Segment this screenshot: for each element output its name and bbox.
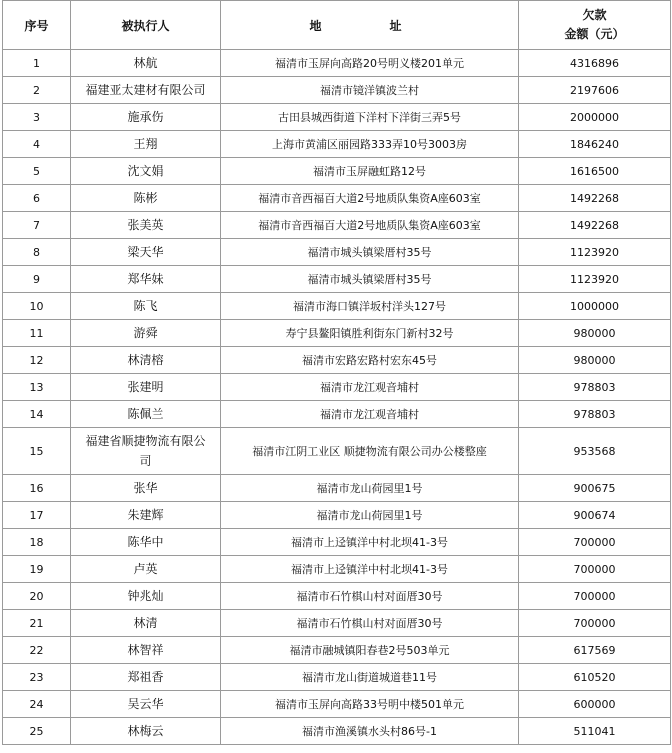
- table-row: [3, 320, 671, 347]
- row-no: 20: [3, 583, 71, 610]
- row-no: 3: [3, 104, 71, 131]
- row-no: 9: [3, 266, 71, 293]
- row-no: 8: [3, 239, 71, 266]
- table-row: [3, 185, 671, 212]
- row-no: 2: [3, 77, 71, 104]
- table-row: [3, 583, 671, 610]
- table-row: [3, 50, 671, 77]
- row-name: 林航: [71, 50, 221, 77]
- table-row: [3, 610, 671, 637]
- row-address: 福清市音西福百大道2号地质队集资A座603室: [221, 185, 519, 212]
- row-address: 福清市玉屏向高路20号明义楼201单元: [221, 50, 519, 77]
- table-row: [3, 77, 671, 104]
- row-no: 15: [3, 428, 71, 475]
- row-name: 陈彬: [71, 185, 221, 212]
- table-row: [3, 131, 671, 158]
- row-name: 林梅云: [71, 718, 221, 745]
- table-row: [3, 664, 671, 691]
- row-address: 福清市上迳镇洋中村北坝41-3号: [221, 529, 519, 556]
- row-address: 福清市玉屏融虹路12号: [221, 158, 519, 185]
- row-amount: 978803: [519, 374, 671, 401]
- row-name: 施承伤: [71, 104, 221, 131]
- table-row: [3, 347, 671, 374]
- header-no: 序号: [3, 1, 71, 50]
- table-row: [3, 637, 671, 664]
- row-address: 寿宁县鳌阳镇胜利街东门新村32号: [221, 320, 519, 347]
- row-name: 陈佩兰: [71, 401, 221, 428]
- table-row: [3, 529, 671, 556]
- row-address: 福清市上迳镇洋中村北坝41-3号: [221, 556, 519, 583]
- row-no: 24: [3, 691, 71, 718]
- row-address: 福清市融城镇阳春巷2号503单元: [221, 637, 519, 664]
- row-address: 福清市音西福百大道2号地质队集资A座603室: [221, 212, 519, 239]
- row-amount: 600000: [519, 691, 671, 718]
- row-name: 游舜: [71, 320, 221, 347]
- row-address: 古田县城西街道下洋村下洋街三弄5号: [221, 104, 519, 131]
- table-row: [3, 691, 671, 718]
- row-no: 14: [3, 401, 71, 428]
- row-amount: 980000: [519, 320, 671, 347]
- row-name: 郑祖香: [71, 664, 221, 691]
- row-no: 16: [3, 475, 71, 502]
- row-address: 福清市龙山荷园里1号: [221, 475, 519, 502]
- row-amount: 953568: [519, 428, 671, 475]
- row-address: 福清市龙江观音埔村: [221, 374, 519, 401]
- table-row: [3, 718, 671, 745]
- row-name: 林清榕: [71, 347, 221, 374]
- row-no: 17: [3, 502, 71, 529]
- row-name: 卢英: [71, 556, 221, 583]
- row-amount: 900674: [519, 502, 671, 529]
- row-address: 福清市龙山荷园里1号: [221, 502, 519, 529]
- row-amount: 700000: [519, 610, 671, 637]
- row-address: 福清市龙江观音埔村: [221, 401, 519, 428]
- row-amount: 900675: [519, 475, 671, 502]
- row-no: 6: [3, 185, 71, 212]
- row-amount: 610520: [519, 664, 671, 691]
- row-no: 12: [3, 347, 71, 374]
- row-amount: 1846240: [519, 131, 671, 158]
- row-name: 钟兆灿: [71, 583, 221, 610]
- row-no: 22: [3, 637, 71, 664]
- header-amount-line2: 金额（元）: [564, 27, 625, 41]
- table-row: [3, 374, 671, 401]
- row-amount: 511041: [519, 718, 671, 745]
- header-address-text: 地 址: [309, 18, 430, 33]
- table-row: [3, 212, 671, 239]
- row-amount: 1123920: [519, 266, 671, 293]
- row-amount: 1492268: [519, 185, 671, 212]
- header-name: 被执行人: [71, 1, 221, 50]
- row-address: 福清市石竹棋山村对面厝30号: [221, 610, 519, 637]
- row-amount: 700000: [519, 556, 671, 583]
- row-amount: 980000: [519, 347, 671, 374]
- row-name-line2: 司: [139, 454, 152, 468]
- table-row: [3, 158, 671, 185]
- row-amount: 1123920: [519, 239, 671, 266]
- row-amount: 4316896: [519, 50, 671, 77]
- row-no: 13: [3, 374, 71, 401]
- row-name: 梁天华: [71, 239, 221, 266]
- table-row: [3, 104, 671, 131]
- row-name: 王翔: [71, 131, 221, 158]
- header-address: [221, 1, 519, 50]
- row-name: 林智祥: [71, 637, 221, 664]
- row-amount: 1492268: [519, 212, 671, 239]
- table-row: [3, 475, 671, 502]
- row-address: 福清市龙山街道城道巷11号: [221, 664, 519, 691]
- row-address: 福清市江阴工业区 顺捷物流有限公司办公楼整座: [221, 428, 519, 475]
- table-row: [3, 401, 671, 428]
- row-address: 福清市渔溪镇水头村86号-1: [221, 718, 519, 745]
- row-address: 福清市玉屏向高路33号明中楼501单元: [221, 691, 519, 718]
- row-address: 上海市黄浦区丽园路333弄10号3003房: [221, 131, 519, 158]
- row-no: 18: [3, 529, 71, 556]
- row-address: 福清市海口镇洋坂村洋头127号: [221, 293, 519, 320]
- row-no: 4: [3, 131, 71, 158]
- row-name: 林清: [71, 610, 221, 637]
- row-no: 25: [3, 718, 71, 745]
- row-amount: 978803: [519, 401, 671, 428]
- row-name: 张建明: [71, 374, 221, 401]
- row-no: 23: [3, 664, 71, 691]
- table-row: [3, 428, 671, 475]
- row-amount: 700000: [519, 529, 671, 556]
- row-address: 福清市石竹棋山村对面厝30号: [221, 583, 519, 610]
- row-address: 福清市城头镇梁厝村35号: [221, 239, 519, 266]
- row-no: 21: [3, 610, 71, 637]
- row-address: 福清市城头镇梁厝村35号: [221, 266, 519, 293]
- header-amount: [519, 1, 671, 50]
- row-no: 10: [3, 293, 71, 320]
- row-amount: 1616500: [519, 158, 671, 185]
- row-no: 7: [3, 212, 71, 239]
- row-name: 朱建辉: [71, 502, 221, 529]
- table-row: [3, 266, 671, 293]
- debtor-table: [2, 0, 671, 745]
- row-no: 11: [3, 320, 71, 347]
- table-row: [3, 293, 671, 320]
- table-header-row: [3, 1, 671, 50]
- table-row: [3, 239, 671, 266]
- row-amount: 1000000: [519, 293, 671, 320]
- row-no: 5: [3, 158, 71, 185]
- row-name: 沈文娟: [71, 158, 221, 185]
- row-name: 郑华妹: [71, 266, 221, 293]
- row-address: 福清市宏路宏路村宏东45号: [221, 347, 519, 374]
- row-amount: 2000000: [519, 104, 671, 131]
- row-address: 福清市镜洋镇波兰村: [221, 77, 519, 104]
- row-no: 19: [3, 556, 71, 583]
- row-name: 吴云华: [71, 691, 221, 718]
- table-row: [3, 502, 671, 529]
- row-name: 张美英: [71, 212, 221, 239]
- row-name: 福建亚太建材有限公司: [71, 77, 221, 104]
- row-amount: 2197606: [519, 77, 671, 104]
- row-name: 陈华中: [71, 529, 221, 556]
- header-amount-line1: 欠款: [582, 8, 607, 22]
- row-amount: 617569: [519, 637, 671, 664]
- row-no: 1: [3, 50, 71, 77]
- row-amount: 700000: [519, 583, 671, 610]
- row-name-line1: 福建省顺捷物流有限公: [85, 434, 206, 448]
- row-name: 张华: [71, 475, 221, 502]
- table-row: [3, 556, 671, 583]
- row-name: [71, 428, 221, 475]
- row-name: 陈飞: [71, 293, 221, 320]
